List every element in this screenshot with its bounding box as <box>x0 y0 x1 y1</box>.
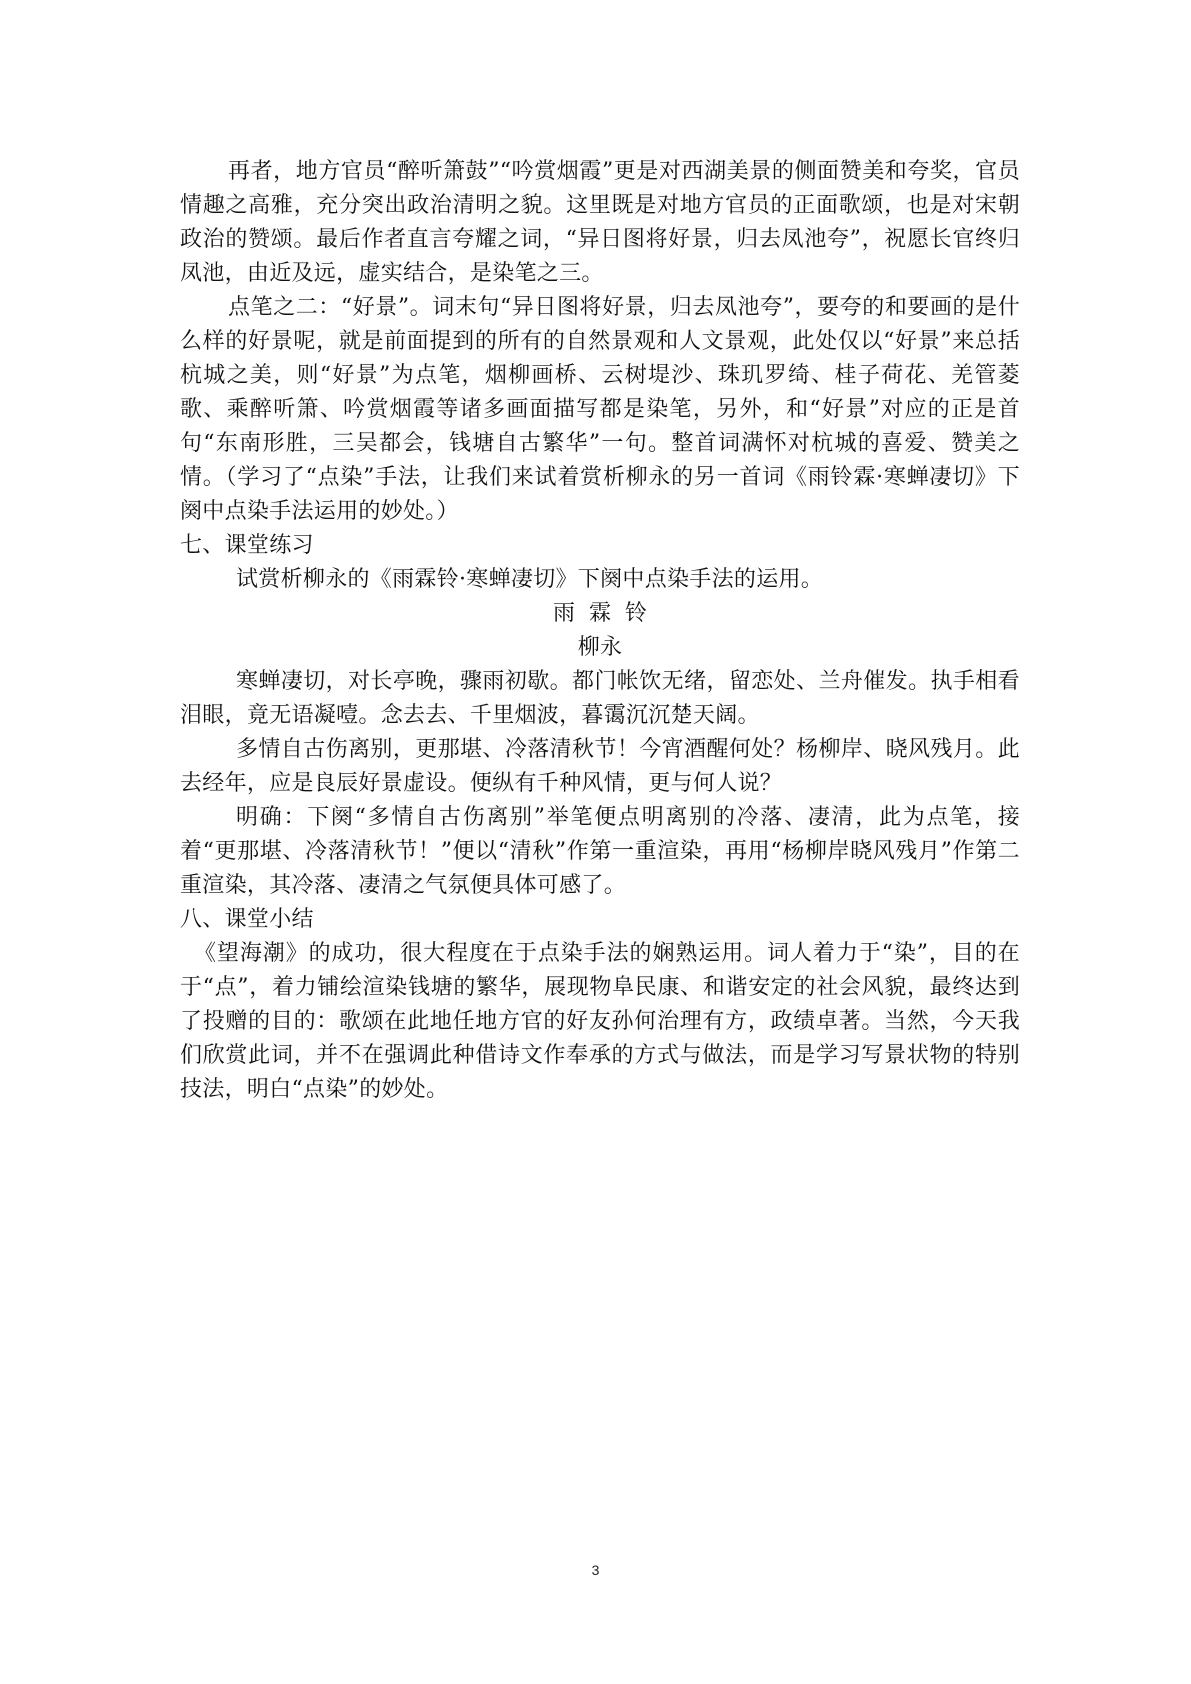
poem-title: 雨霖铃 <box>552 601 661 626</box>
poem-stanza-first: 寒蝉凄切，对长亭晚，骤雨初歇。都门帐饮无绪，留恋处、兰舟催发。执手相看泪眼，竟无语凝噎。念去去、千里烟波，暮霭沉沉楚天阔。 <box>180 669 1020 728</box>
poem-stanza-second: 多情自古伤离别，更那堪、冷落清秋节！今宵酒醒何处？杨柳岸、晓风残月。此去经年，应是良辰好景虚设。便纵有千种风情，更与何人说？ <box>180 737 1020 796</box>
section-heading-summary: 八、课堂小结 <box>180 907 314 932</box>
document-body <box>180 155 1020 1107</box>
paragraph-dianbi-two: 点笔之二：“好景”。词末句“异日图将好景，归去凤池夸”，要夸的和要画的是什么样的好景呢，就是前面提到的所有的自然景观和人文景观，此处仅以“好景”来总括杭城之美，则“好景”为点笔，烟柳画桥、云树堤沙、珠玑罗绮、桂子荷花、羌管菱歌、乘醉听箫、吟赏烟霞等诸多画面描写都是染笔，另外，和“好景”对应的正是首句“东南形胜，三吴都会，钱塘自古繁华”一句。整首词满怀对杭城的喜爱、赞美之情。（学习了“点染”手法，让我们来试着赏析柳永的另一首词《雨铃霖·寒蝉凄切》下阕中点染手法运用的妙处。） <box>180 295 1020 524</box>
practice-instruction: 试赏析柳永的《雨霖铃·寒蝉凄切》下阕中点染手法的运用。 <box>236 567 824 592</box>
section-heading-practice: 七、课堂练习 <box>180 533 314 558</box>
practice-answer: 明确：下阕“多情自古伤离别”举笔便点明离别的冷落、凄清，此为点笔，接着“更那堪、冷落清秋节！”便以“清秋”作第一重渲染，再用“杨柳岸晓风残月”作第二重渲染，其冷落、凄清之气氛便具体可感了。 <box>180 805 1020 898</box>
page-number: 3 <box>591 1562 600 1578</box>
poem-author: 柳永 <box>577 635 623 660</box>
paragraph-rangbi-three: 再者，地方官员“醉听箫鼓”“吟赏烟霞”更是对西湖美景的侧面赞美和夸奖，官员情趣之高雅，充分突出政治清明之貌。这里既是对地方官员的正面歌颂，也是对宋朝政治的赞颂。最后作者直言夸耀之词，“异日图将好景，归去凤池夸”，祝愿长官终归凤池，由近及远，虚实结合，是染笔之三。 <box>180 159 1020 286</box>
summary-paragraph: 《望海潮》的成功，很大程度在于点染手法的娴熟运用。词人着力于“染”，目的在于“点”，着力铺绘渲染钱塘的繁华，展现物阜民康、和谐安定的社会风貌，最终达到了投赠的目的：歌颂在此地任地方官的好友孙何治理有方，政绩卓著。当然，今天我们欣赏此词，并不在强调此种借诗文作奉承的方式与做法，而是学习写景状物的特别技法，明白“点染”的妙处。 <box>180 941 1020 1102</box>
